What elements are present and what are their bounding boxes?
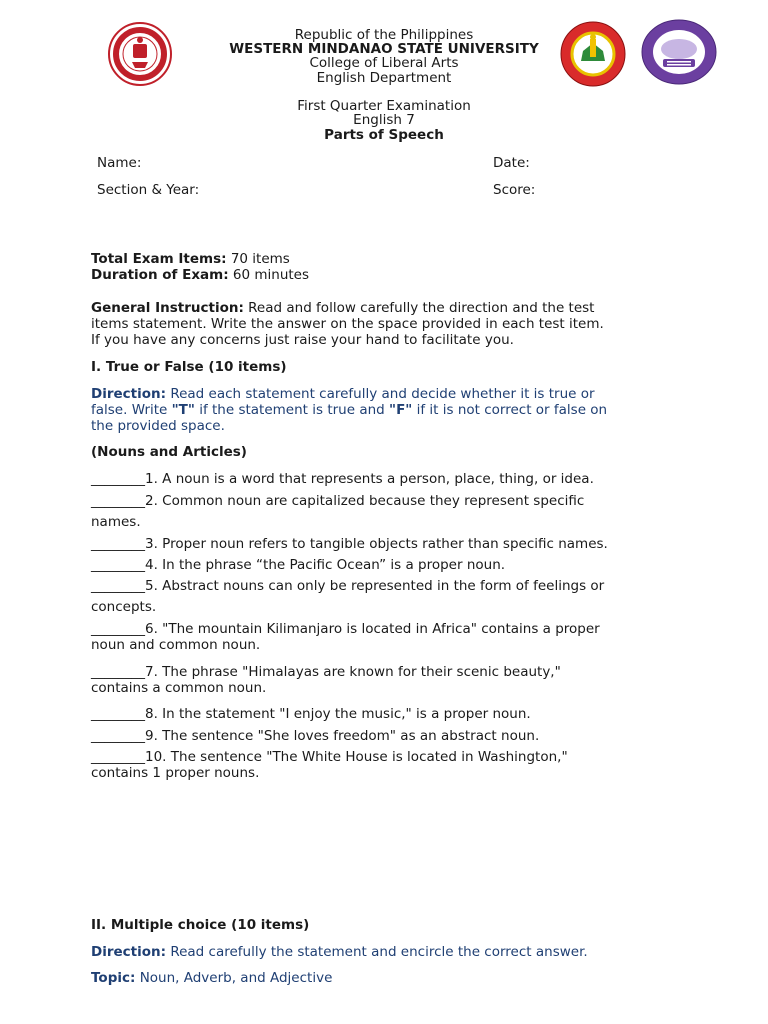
tf-item-5 (91, 578, 691, 594)
general-instruction-label: General Instruction: (91, 300, 244, 316)
part1-direction-text2c: if it is not correct or false on (416, 402, 608, 418)
tf-item-1 (91, 471, 691, 487)
total-items-value: 70 items (230, 251, 290, 267)
part1-direction-line3: the provided space. (91, 418, 225, 434)
part1-direction-t: "T" (171, 402, 195, 418)
tf-item-text: 4. In the phrase “the Pacific Ocean” is a proper noun. (145, 557, 506, 573)
tf-item-text: 7. The phrase "Himalayas are known for their scenic beauty," (145, 664, 561, 680)
part2-topic-label: Topic: (91, 970, 136, 986)
department-name: English Department (316, 70, 452, 86)
tf-item-8 (91, 706, 691, 722)
answer-blank[interactable]: ________ (91, 728, 145, 744)
tf-item-text: 8. In the statement "I enjoy the music," is a proper noun. (145, 706, 531, 722)
answer-blank[interactable]: ________ (91, 578, 145, 594)
tf-item-9 (91, 728, 691, 744)
name-field-label: Name: (97, 155, 142, 171)
part1-direction-line1 (91, 386, 691, 402)
part2-topic-text: Noun, Adverb, and Adjective (139, 970, 333, 986)
part1-subtopic (91, 444, 691, 460)
part1-direction-label: Direction: (91, 386, 167, 402)
answer-blank[interactable]: ________ (91, 749, 145, 765)
tf-item-continuation: contains 1 proper nouns. (91, 765, 260, 781)
tf-item-text: 10. The sentence "The White House is located in Washington," (145, 749, 568, 765)
answer-blank[interactable]: ________ (91, 536, 145, 552)
part1-direction-text2a: false. Write (91, 402, 168, 418)
part2-direction-label: Direction: (91, 944, 167, 960)
answer-blank[interactable]: ________ (91, 621, 145, 637)
duration-line (91, 267, 691, 283)
duration-value: 60 minutes (232, 267, 310, 283)
subject-title: English 7 (353, 112, 415, 128)
subtopic-text: Nouns and Articles) (97, 444, 247, 460)
answer-blank[interactable]: ________ (91, 493, 145, 509)
section-field-label: Section & Year: (97, 182, 200, 198)
topic-title: Parts of Speech (324, 127, 444, 143)
date-field-label: Date: (493, 155, 530, 171)
general-instruction-text1: Read and follow carefully the direction and the test (248, 300, 595, 316)
score-field-label: Score: (493, 182, 536, 198)
tf-item-continuation: contains a common noun. (91, 680, 267, 696)
republic-line: Republic of the Philippines (294, 27, 474, 43)
tf-item-text: 3. Proper noun refers to tangible objects rather than specific names. (145, 536, 608, 552)
part1-direction-line2 (91, 402, 691, 418)
general-instruction-line1 (91, 300, 691, 316)
answer-blank[interactable]: ________ (91, 557, 145, 573)
tf-item-continuation: names. (91, 514, 141, 530)
part2-title: II. Multiple choice (10 items) (91, 917, 310, 933)
tf-item-4 (91, 557, 691, 573)
tf-item-3 (91, 536, 691, 552)
general-instruction-text3: If you have any concerns just raise your hand to facilitate you. (91, 332, 514, 348)
tf-item-continuation: concepts. (91, 599, 157, 615)
answer-blank[interactable]: ________ (91, 664, 145, 680)
answer-blank[interactable]: ________ (91, 706, 145, 722)
tf-item-text: 5. Abstract nouns can only be represented in the form of feelings or (145, 578, 605, 594)
total-items-line (91, 251, 691, 267)
exam-title: First Quarter Examination (297, 98, 471, 114)
part2-topic (91, 970, 691, 986)
part1-direction-text1: Read each statement carefully and decide whether it is true or (170, 386, 595, 402)
part1-direction-f: "F" (389, 402, 413, 418)
college-name: College of Liberal Arts (309, 55, 459, 71)
answer-blank[interactable]: ________ (91, 471, 145, 487)
tf-item-10 (91, 749, 691, 765)
duration-label: Duration of Exam: (91, 267, 229, 283)
part1-title: I. True or False (10 items) (91, 359, 287, 375)
tf-item-text: 9. The sentence "She loves freedom" as an abstract noun. (145, 728, 540, 744)
general-instruction-text2: items statement. Write the answer on the space provided in each test item. (91, 316, 604, 332)
tf-item-2 (91, 493, 691, 509)
part2-direction (91, 944, 691, 960)
part1-direction-text2b: if the statement is true and (199, 402, 385, 418)
tf-item-7 (91, 664, 691, 680)
tf-item-text: 6. "The mountain Kilimanjaro is located in Africa" contains a proper (145, 621, 600, 637)
total-items-label: Total Exam Items: (91, 251, 227, 267)
tf-item-text: 2. Common noun are capitalized because they represent specific (145, 493, 585, 509)
tf-item-6 (91, 621, 691, 637)
part2-direction-text: Read carefully the statement and encircle the correct answer. (170, 944, 588, 960)
university-name: WESTERN MINDANAO STATE UNIVERSITY (229, 41, 539, 57)
subtopic-paren: ( (91, 444, 98, 460)
tf-item-text: 1. A noun is a word that represents a person, place, thing, or idea. (145, 471, 594, 487)
tf-item-continuation: noun and common noun. (91, 637, 261, 653)
